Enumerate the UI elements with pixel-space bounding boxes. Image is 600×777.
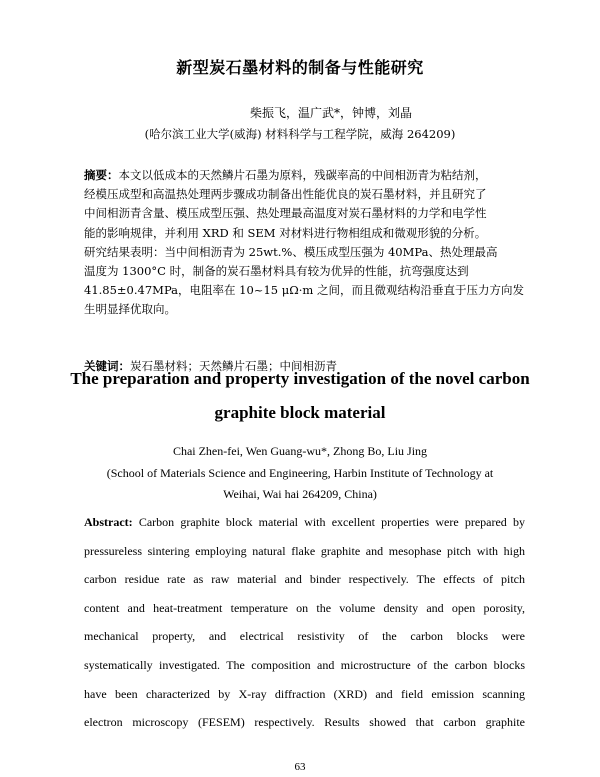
english-abstract-line: content and heat-treatment temperature on the volume density and open porosity, — [84, 600, 525, 615]
chinese-authors: 柴振飞，温广武*，钟博，刘晶 — [250, 106, 413, 120]
chinese-abstract-line: 41.85±0.47MPa，电阻率在 10~15 μΩ·m 之间，而且微观结构沿垂直于压力方向发 — [84, 283, 524, 298]
english-abstract-line: pressureless sintering employing natural flake graphite and mesophase pitch with high — [84, 543, 525, 558]
chinese-abstract-label: 摘要： — [84, 168, 119, 182]
english-authors: Chai Zhen-fei, Wen Guang-wu*, Zhong Bo, Liu Jing — [172, 444, 428, 458]
english-abstract-line: mechanical property, and electrical resistivity of the carbon blocks were — [84, 629, 525, 644]
english-abstract-label: Abstract: — [84, 515, 133, 529]
chinese-abstract-line: 经模压成型和高温热处理两步骤成功制备出性能优良的炭石墨材料，并且研究了 — [84, 187, 487, 202]
english-abstract-line: have been characterized by X-ray diffraction (XRD) and field emission scanning — [84, 686, 525, 701]
english-abstract-line: electron microscopy (FESEM) respectively. Results showed that carbon graphite — [84, 715, 525, 730]
chinese-abstract-line: 中间相沥青含量、模压成型压强、热处理最高温度对炭石墨材料的力学和电学性 — [84, 206, 487, 221]
chinese-abstract-line: 温度为 1300°C 时，制备的炭石墨材料具有较为优异的性能，抗弯强度达到 — [84, 264, 469, 279]
english-title-line2: graphite block material — [214, 403, 386, 422]
chinese-affiliation: (哈尔滨工业大学(威海) 材料科学与工程学院，威海 264209) — [144, 127, 456, 141]
chinese-abstract-line: 生明显择优取向。 — [84, 302, 176, 317]
chinese-abstract-line: 摘要：本文以低成本的天然鳞片石墨为原料，残碳率高的中间相沥青为粘结剂， — [84, 168, 487, 182]
english-abstract-line: carbon residue rate as raw material and binder respectively. The effects of pitch — [84, 572, 525, 587]
english-abstract — [84, 508, 525, 737]
english-affiliation-line2: Weihai, Wai hai 264209, China) — [223, 487, 377, 501]
english-abstract-line: Abstract: Carbon graphite block material with excellent properties were prepared by — [84, 515, 525, 529]
english-affiliation-line1: (School of Materials Science and Engineering, Harbin Institute of Technology at — [106, 466, 494, 480]
chinese-abstract — [84, 166, 524, 320]
chinese-keywords-label: 关键词： — [84, 359, 130, 373]
chinese-keywords-text: 炭石墨材料；天然鳞片石墨；中间相沥青 — [130, 359, 337, 373]
page-number: 63 — [294, 761, 306, 773]
english-abstract-line: systematically investigated. The composition and microstructure of the carbon blocks — [84, 657, 525, 672]
chinese-abstract-line: 能的影响规律，并利用 XRD 和 SEM 对材料进行物相组成和微观形貌的分析。 — [84, 225, 487, 240]
english-title-line1: The preparation and property investigation of the novel carbon — [70, 369, 530, 388]
chinese-title: 新型炭石墨材料的制备与性能研究 — [176, 58, 424, 77]
chinese-abstract-line: 研究结果表明：当中间相沥青为 25wt.%、模压成型压强为 40MPa、热处理最高 — [84, 244, 498, 259]
